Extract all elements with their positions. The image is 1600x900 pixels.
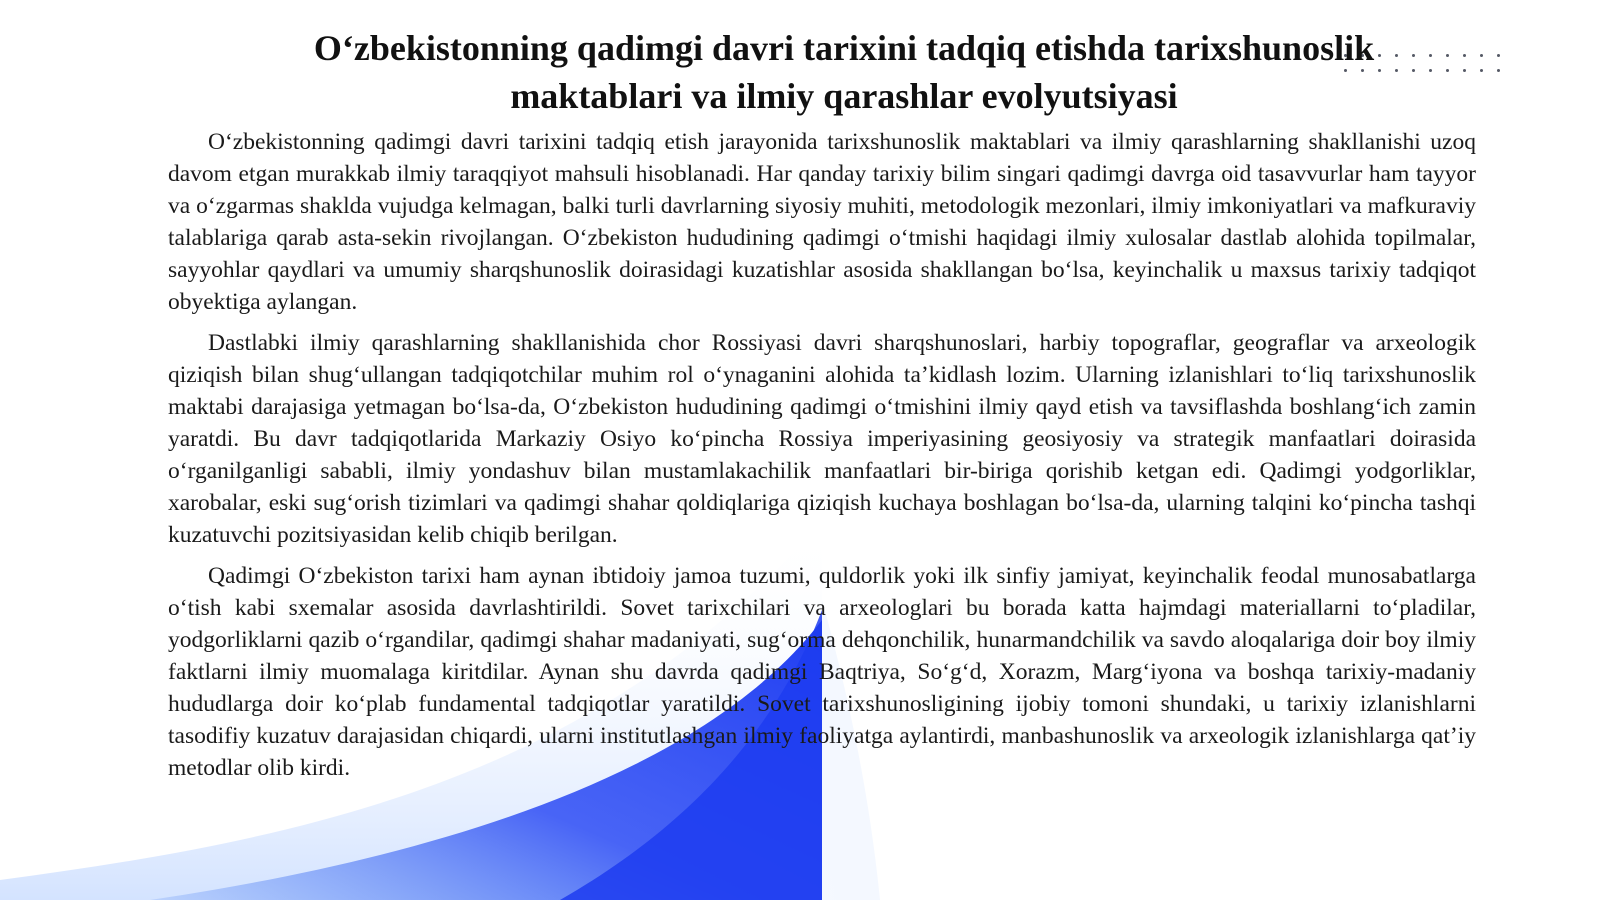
- body-paragraph-1: O‘zbekistonning qadimgi davri tarixini tadqiq etish jarayonida tarixshunoslik maktablari va ilmiy qarashlarning shakllanishi uzoq davom etgan murakkab ilmiy taraqqiyot mahsuli hisoblanadi. Har qanday tarixiy bilim singari qadimgi davrga oid tasavvurlar ham tayyor va o‘zgarmas shaklda vujudga kelmagan, balki turli davrlarning siyosiy muhiti, metodologik mezonlari, ilmiy imkoniyatlari va mafkuraviy talablariga qarab asta-sekin rivojlangan. O‘zbekiston hududining qadimgi o‘tmishi haqidagi ilmiy xulosalar dastlab alohida topilmalar, sayyohlar qaydlari va umumiy sharqshunoslik doirasidagi kuzatishlar asosida shakllangan bo‘lsa, keyinchalik u maxsus tarixiy tadqiqot obyektiga aylangan.: [168, 129, 1476, 315]
- title-line-2: maktablari va ilmiy qarashlar evolyutsiyasi: [510, 76, 1178, 116]
- title-line-1: O‘zbekistonning qadimgi davri tarixini tadqiq etishda tarixshunoslik: [313, 28, 1375, 68]
- body-paragraph-2: Dastlabki ilmiy qarashlarning shakllanishida chor Rossiyasi davri sharqshunoslari, harbiy topograflar, geograflar va arxeologik qiziqish bilan shug‘ullangan tadqiqotchilar muhim rol o‘ynaganini alohida ta’kidlash lozim. Ularning izlanishlari to‘liq tarixshunoslik maktabi darajasiga yetmagan bo‘lsa-da, O‘zbekiston hududining qadimgi o‘tmishini ilmiy qayd etish va tavsiflashda boshlang‘ich zamin yaratdi. Bu davr tadqiqotlarida Markaziy Osiyo ko‘pincha Rossiya imperiyasining geosiyosiy va strategik manfaatlari doirasida o‘rganilganligi sababli, ilmiy yondashuv bilan mustamlakachilik manfaatlari bir-biriga qorishib ketgan edi. Qadimgi yodgorliklar, xarobalar, eski sug‘orish tizimlari va qadimgi shahar qoldiqlariga qiziqish kuchaya boshlagan bo‘lsa-da, ularning talqini ko‘pincha tashqi kuzatuvchi pozitsiyasidan kelib chiqib berilgan.: [168, 330, 1476, 548]
- slide-content: [168, 24, 1476, 793]
- slide-title: [168, 24, 1476, 120]
- body-paragraph-3: Qadimgi O‘zbekiston tarixi ham aynan ibtidoiy jamoa tuzumi, quldorlik yoki ilk sinfiy jamiyat, keyinchalik feodal munosabatlarga o‘tish kabi sxemalar asosida davrlashtirildi. Sovet tarixchilari va arxeologlari bu borada katta hajmdagi materiallarni to‘pladilar, yodgorliklarni qazib o‘rgandilar, qadimgi shahar madaniyati, sug‘orma dehqonchilik, hunarmandchilik va savdo aloqalariga doir boy ilmiy faktlarni ilmiy muomalaga kiritdilar. Aynan shu davrda qadimgi Baqtriya, So‘g‘d, Xorazm, Marg‘iyona va boshqa tarixiy-madaniy hududlarga doir ko‘plab fundamental tadqiqotlar yaratildi. Sovet tarixshunosligining ijobiy tomoni shundaki, u tarixiy izlanishlarni tasodifiy kuzatuv darajasidan chiqardi, ularni institutlashgan ilmiy faoliyatga aylantirdi, manbashunoslik va arxeologik izlanishlarga qat’iy metodlar olib kirdi.: [168, 563, 1476, 781]
